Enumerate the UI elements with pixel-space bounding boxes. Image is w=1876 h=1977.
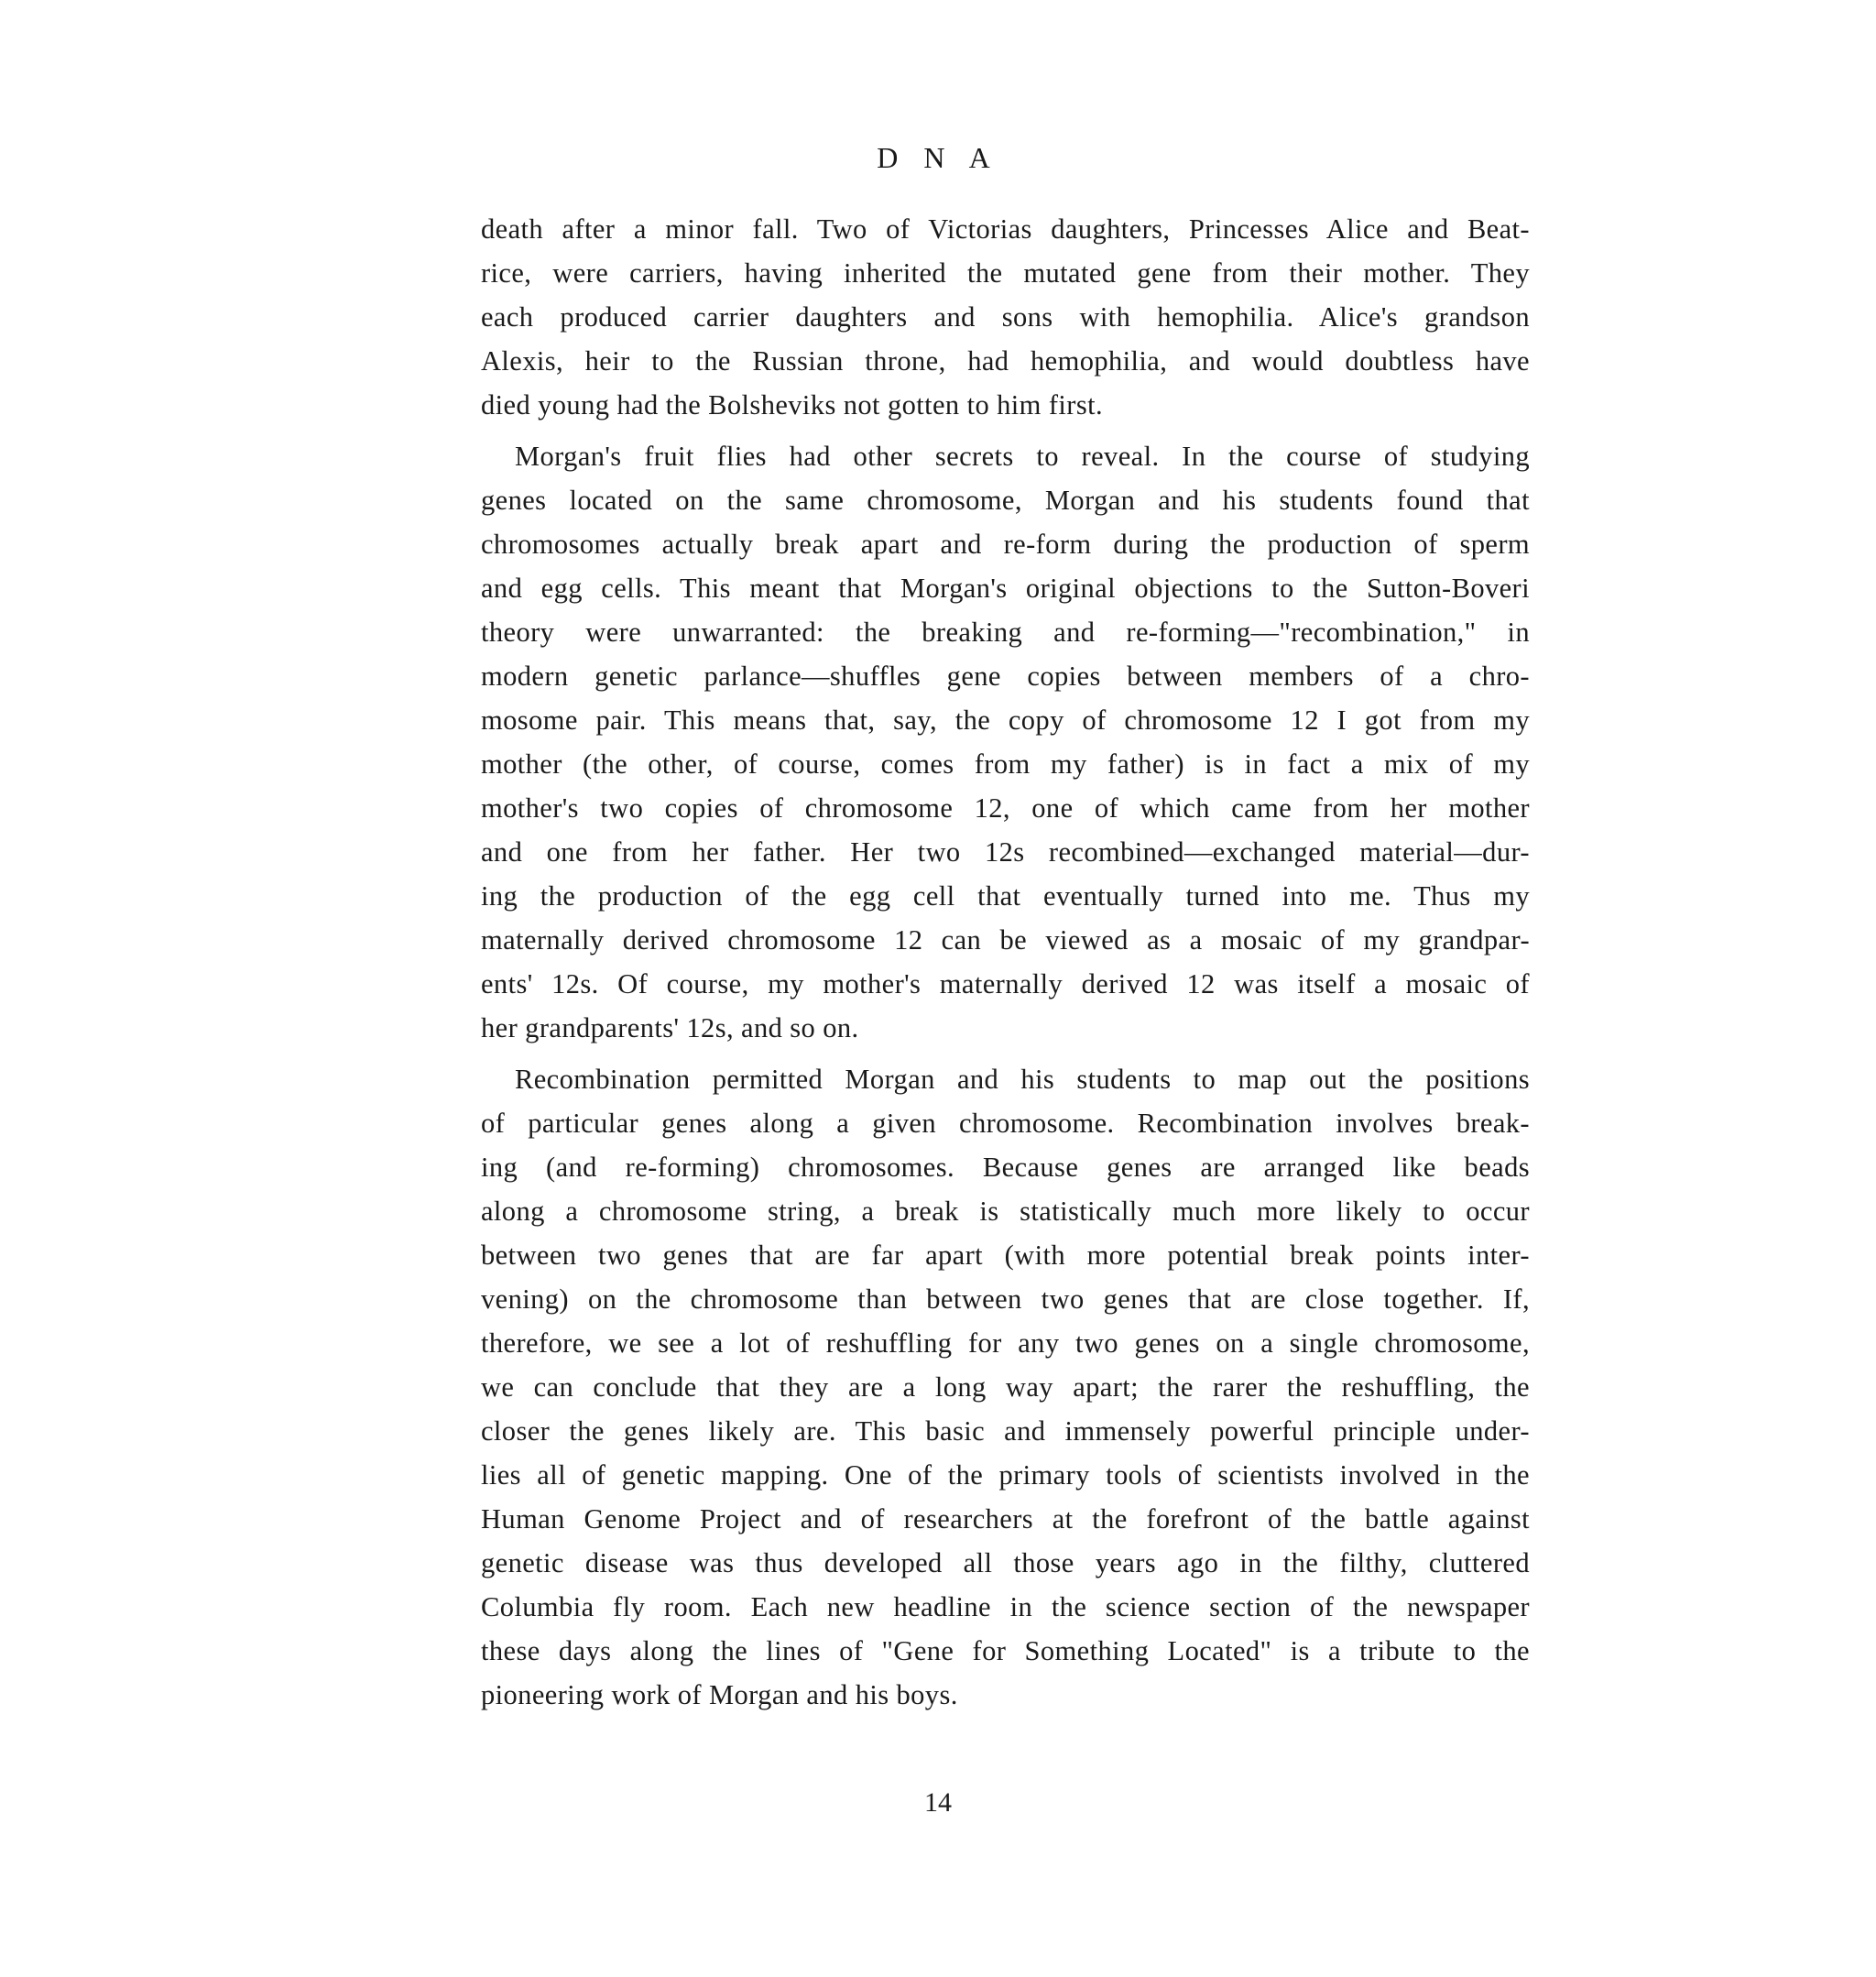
- text-line: pioneering work of Morgan and his boys.: [481, 1679, 958, 1710]
- text-line: Human Genome Project and of researchers at the forefront of the battle against: [481, 1503, 1530, 1535]
- text-line: mosome pair. This means that, say, the copy of chromosome 12 I got from my: [481, 705, 1530, 736]
- text-line: Recombination permitted Morgan and his students to map out the positions: [515, 1064, 1530, 1095]
- text-line: of particular genes along a given chromosome. Recombination involves break-: [481, 1108, 1530, 1139]
- text-line: modern genetic parlance—shuffles gene copies between members of a chro-: [481, 661, 1530, 692]
- page-number: 14: [924, 1787, 952, 1818]
- text-line: we can conclude that they are a long way apart; the rarer the reshuffling, the: [481, 1371, 1530, 1403]
- text-line: therefore, we see a lot of reshuffling for any two genes on a single chromosome,: [481, 1327, 1530, 1359]
- text-line: death after a minor fall. Two of Victorias daughters, Princesses Alice and Beat-: [481, 213, 1530, 245]
- paragraph-2: [481, 434, 1530, 1050]
- text-line: chromosomes actually break apart and re-form during the production of sperm: [481, 529, 1530, 560]
- text-line: theory were unwarranted: the breaking and re-forming—"recombination," in: [481, 617, 1530, 648]
- text-line: genetic disease was thus developed all those years ago in the filthy, cluttered: [481, 1547, 1530, 1578]
- body-text: [481, 207, 1530, 1724]
- text-line: Morgan's fruit flies had other secrets to reveal. In the course of studying: [515, 441, 1530, 472]
- text-line: and egg cells. This meant that Morgan's original objections to the Sutton-Boveri: [481, 573, 1530, 604]
- text-line: along a chromosome string, a break is statistically much more likely to occur: [481, 1196, 1530, 1227]
- text-line: closer the genes likely are. This basic and immensely powerful principle under-: [481, 1415, 1530, 1447]
- text-line: died young had the Bolsheviks not gotten to him first.: [481, 389, 1103, 421]
- text-line: ing (and re-forming) chromosomes. Because genes are arranged like beads: [481, 1152, 1530, 1183]
- text-line: lies all of genetic mapping. One of the primary tools of scientists involved in the: [481, 1459, 1530, 1491]
- text-line: mother (the other, of course, comes from my father) is in fact a mix of my: [481, 748, 1530, 780]
- text-line: genes located on the same chromosome, Morgan and his students found that: [481, 485, 1530, 516]
- text-line: and one from her father. Her two 12s recombined—exchanged material—dur-: [481, 836, 1530, 868]
- text-line: maternally derived chromosome 12 can be viewed as a mosaic of my grandpar-: [481, 924, 1530, 956]
- text-line: vening) on the chromosome than between two genes that are close together. If,: [481, 1283, 1530, 1315]
- text-line: Alexis, heir to the Russian throne, had hemophilia, and would doubtless have: [481, 345, 1530, 377]
- text-line: ents' 12s. Of course, my mother's maternally derived 12 was itself a mosaic of: [481, 968, 1530, 999]
- text-line: these days along the lines of "Gene for Something Located" is a tribute to the: [481, 1635, 1530, 1666]
- text-line: each produced carrier daughters and sons with hemophilia. Alice's grandson: [481, 301, 1530, 333]
- text-line: Columbia fly room. Each new headline in the science section of the newspaper: [481, 1591, 1530, 1622]
- paragraph-3: [481, 1057, 1530, 1717]
- text-line: between two genes that are far apart (with more potential break points inter-: [481, 1240, 1530, 1271]
- running-head: D N A: [877, 141, 999, 174]
- text-line: rice, were carriers, having inherited the mutated gene from their mother. They: [481, 257, 1530, 289]
- text-line: ing the production of the egg cell that eventually turned into me. Thus my: [481, 880, 1530, 912]
- text-line: her grandparents' 12s, and so on.: [481, 1012, 859, 1043]
- text-line: mother's two copies of chromosome 12, one of which came from her mother: [481, 792, 1530, 824]
- paragraph-1: [481, 207, 1530, 427]
